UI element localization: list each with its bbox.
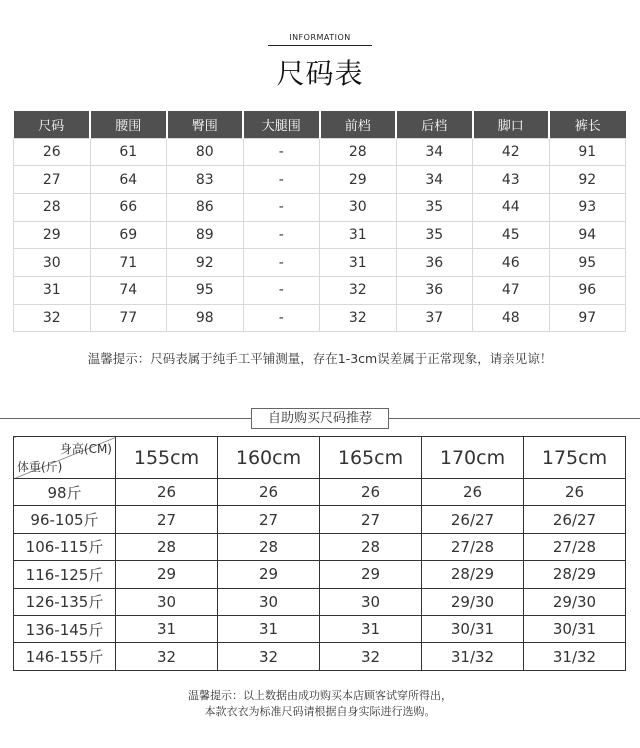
recommend-row (14, 479, 626, 506)
size-table-row (14, 221, 626, 249)
size-table-row (14, 166, 626, 194)
size-table-cell: 27 (14, 166, 91, 194)
size-table-header: 裤长 (549, 111, 626, 138)
size-table-cell: 91 (549, 138, 626, 166)
height-header: 170cm (422, 437, 524, 479)
size-table-cell: 37 (396, 304, 473, 332)
recommend-row (14, 533, 626, 560)
recommend-note-line: 本款衣衣为标准尺码请根据自身实际进行选购。 (204, 705, 436, 718)
recommended-size-cell: 32 (218, 643, 320, 670)
size-table-cell: 66 (90, 193, 167, 221)
size-table-header: 臀围 (167, 111, 244, 138)
size-table-cell: 45 (473, 221, 550, 249)
size-table-cell: - (243, 193, 320, 221)
size-table-cell: 35 (396, 193, 473, 221)
size-table-cell: - (243, 138, 320, 166)
size-table-cell: 94 (549, 221, 626, 249)
size-table-cell: 31 (320, 249, 397, 277)
size-table-cell: 83 (167, 166, 244, 194)
size-table-cell: 86 (167, 193, 244, 221)
size-table-cell: 32 (320, 276, 397, 304)
size-table-cell: 29 (14, 221, 91, 249)
size-table-cell: - (243, 249, 320, 277)
size-table-cell: 44 (473, 193, 550, 221)
recommended-size-cell: 29 (320, 561, 422, 588)
recommend-row (14, 588, 626, 615)
size-table-cell: 26 (14, 138, 91, 166)
recommended-size-cell: 28 (116, 533, 218, 560)
size-table-cell: - (243, 221, 320, 249)
size-table-cell: 80 (167, 138, 244, 166)
recommended-size-cell: 30/31 (524, 615, 626, 642)
size-table-cell: 95 (549, 249, 626, 277)
size-table-header: 前档 (320, 111, 397, 138)
size-table-row (14, 249, 626, 277)
size-table-row (14, 138, 626, 166)
recommended-size-cell: 30 (116, 588, 218, 615)
weight-cell: 116-125斤 (14, 561, 116, 588)
recommended-size-cell: 31/32 (524, 643, 626, 670)
size-table-cell: 71 (90, 249, 167, 277)
recommended-size-cell: 26 (524, 479, 626, 506)
size-table-cell: - (243, 276, 320, 304)
recommended-size-cell: 26 (116, 479, 218, 506)
size-table-cell: 69 (90, 221, 167, 249)
recommended-size-cell: 28 (218, 533, 320, 560)
size-table-cell: 31 (14, 276, 91, 304)
size-table-cell: 92 (549, 166, 626, 194)
weight-cell: 96-105斤 (14, 506, 116, 533)
header-divider (268, 45, 372, 46)
recommended-size-cell: 27 (218, 506, 320, 533)
recommended-size-cell: 26/27 (524, 506, 626, 533)
size-table-row (14, 304, 626, 332)
weight-cell: 146-155斤 (14, 643, 116, 670)
size-table-cell: 93 (549, 193, 626, 221)
measurement-note: 温馨提示：尺码表属于纯手工平铺测量，存在1-3cm误差属于正常现象，请亲见谅！ (87, 351, 553, 366)
recommended-size-cell: 29/30 (524, 588, 626, 615)
size-table-cell: 31 (320, 221, 397, 249)
recommended-size-cell: 26 (320, 479, 422, 506)
size-table-cell: 28 (14, 193, 91, 221)
recommended-size-cell: 28 (320, 533, 422, 560)
information-label: INFORMATION (289, 33, 351, 42)
size-table-cell: 35 (396, 221, 473, 249)
height-header: 155cm (116, 437, 218, 479)
size-table-cell: 74 (90, 276, 167, 304)
recommended-size-cell: 27 (116, 506, 218, 533)
size-table-cell: 77 (90, 304, 167, 332)
size-table-cell: 34 (396, 166, 473, 194)
weight-axis-label: 体重(斤) (17, 460, 63, 474)
size-table-header: 脚口 (473, 111, 550, 138)
recommended-size-cell: 31/32 (422, 643, 524, 670)
weight-cell: 98斤 (14, 479, 116, 506)
weight-cell: 136-145斤 (14, 615, 116, 642)
size-table-header-row (14, 111, 626, 138)
recommended-size-cell: 26/27 (422, 506, 524, 533)
recommend-header-row (14, 437, 626, 479)
recommended-size-cell: 26 (422, 479, 524, 506)
recommended-size-cell: 27 (320, 506, 422, 533)
recommend-row (14, 643, 626, 670)
recommended-size-cell: 28/29 (422, 561, 524, 588)
height-header: 175cm (524, 437, 626, 479)
size-table-cell: 61 (90, 138, 167, 166)
size-table-cell: 64 (90, 166, 167, 194)
size-table-cell: 42 (473, 138, 550, 166)
size-table-header: 后档 (396, 111, 473, 138)
size-table-cell: 89 (167, 221, 244, 249)
recommended-size-cell: 29 (218, 561, 320, 588)
recommended-size-cell: 30 (218, 588, 320, 615)
size-table-row (14, 276, 626, 304)
recommend-section-title: 自助购买尺码推荐 (251, 408, 389, 429)
size-table-cell: 95 (167, 276, 244, 304)
size-table-cell: 29 (320, 166, 397, 194)
size-table-cell: 30 (320, 193, 397, 221)
size-table-cell: 32 (14, 304, 91, 332)
recommended-size-cell: 32 (116, 643, 218, 670)
recommended-size-cell: 31 (116, 615, 218, 642)
size-table-cell: 96 (549, 276, 626, 304)
size-table-cell: 46 (473, 249, 550, 277)
size-table-row (14, 193, 626, 221)
weight-cell: 126-135斤 (14, 588, 116, 615)
recommended-size-cell: 32 (320, 643, 422, 670)
size-table (13, 111, 626, 332)
size-table-cell: 36 (396, 276, 473, 304)
recommend-note (0, 688, 640, 720)
size-table-cell: 34 (396, 138, 473, 166)
size-table-cell: 32 (320, 304, 397, 332)
size-table-cell: - (243, 304, 320, 332)
height-axis-label: 身高(CM) (59, 442, 112, 456)
recommended-size-cell: 30 (320, 588, 422, 615)
size-table-cell: 36 (396, 249, 473, 277)
recommended-size-cell: 31 (218, 615, 320, 642)
page-title: 尺码表 (276, 57, 364, 90)
size-table-header: 尺码 (14, 111, 91, 138)
size-table-cell: 28 (320, 138, 397, 166)
recommended-size-cell: 31 (320, 615, 422, 642)
recommended-size-cell: 29/30 (422, 588, 524, 615)
recommended-size-cell: 26 (218, 479, 320, 506)
height-header: 165cm (320, 437, 422, 479)
size-table-cell: 47 (473, 276, 550, 304)
size-table-cell: 48 (473, 304, 550, 332)
size-table-cell: 30 (14, 249, 91, 277)
size-table-cell: 43 (473, 166, 550, 194)
size-table-cell: 92 (167, 249, 244, 277)
recommend-row (14, 561, 626, 588)
recommend-row (14, 506, 626, 533)
recommend-note-line: 温馨提示：以上数据由成功购买本店顾客试穿所得出， (188, 689, 452, 702)
weight-cell: 106-115斤 (14, 533, 116, 560)
size-table-cell: - (243, 166, 320, 194)
size-table-header: 腰围 (90, 111, 167, 138)
recommended-size-cell: 28/29 (524, 561, 626, 588)
recommended-size-cell: 29 (116, 561, 218, 588)
size-table-cell: 98 (167, 304, 244, 332)
recommended-size-cell: 27/28 (422, 533, 524, 560)
recommended-size-cell: 27/28 (524, 533, 626, 560)
height-header: 160cm (218, 437, 320, 479)
size-table-header: 大腿围 (243, 111, 320, 138)
size-table-cell: 97 (549, 304, 626, 332)
recommend-table (13, 436, 626, 671)
recommended-size-cell: 30/31 (422, 615, 524, 642)
recommend-row (14, 615, 626, 642)
corner-cell (14, 437, 116, 479)
